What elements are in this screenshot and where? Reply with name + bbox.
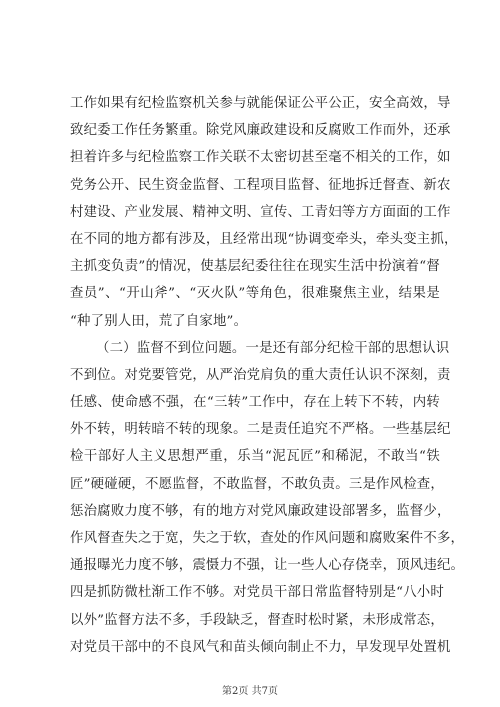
text-line: 惩治腐败力度不够，有的地方对党风廉政建设部署多，监督少， [70, 503, 451, 519]
text-line: 匠”硬碰硬，不愿监督，不敢监督，不敢负责。三是作风检查， [70, 476, 444, 492]
text-line: 村建设、产业发展、精神文明、宣传、工青妇等方方面面的工作 [70, 204, 451, 220]
text-line: 检干部好人主义思想严重，乐当“泥瓦匠”和稀泥，不敢当“铁 [70, 449, 440, 465]
text-line: 外不转，明转暗不转的现象。二是责任追究不严格。一些基层纪 [70, 422, 451, 438]
document-body [70, 90, 465, 661]
text-line: 致纪委工作任务繁重。除党风廉政建设和反腐败工作而外，还承 [70, 123, 451, 139]
text-line: 不到位。对党要管党，从严治党肩负的重大责任认识不深刻，责 [70, 367, 451, 383]
text-line: 在不同的地方都有涉及，且经常出现“协调变牵头，牵头变主抓， [70, 231, 458, 247]
page-number-footer: 第2页 共7页 [222, 686, 278, 697]
text-line: 工作如果有纪检监察机关参与就能保证公平公正，安全高效，导 [70, 96, 451, 111]
text-line: 查员”、“开山斧”、“灭火队”等角色，很难聚焦主业，结果是 [70, 286, 440, 302]
text-line: “种了别人田，荒了自家地”。 [70, 313, 248, 329]
text-line: 通报曝光力度不够，震慑力不强，让一些人心存侥幸，顶风违纪。 [70, 558, 465, 574]
text-line: 担着许多与纪检监察工作关联不太密切甚至毫不相关的工作，如 [70, 150, 451, 166]
text-line: 主抓变负责”的情况，使基层纪委往往在现实生活中扮演着“督 [70, 259, 440, 275]
text-line: 任感、使命感不强，在“三转”工作中，存在上转下不转，内转 [70, 395, 440, 411]
text-line: 党务公开、民生资金监督、工程项目监督、征地拆迁督查、新农 [70, 177, 451, 193]
text-line: 四是抓防微杜渐工作不够。对党员干部日常监督特别是“八小时 [70, 585, 444, 601]
paragraph-start-line: （二）监督不到位问题。一是还有部分纪检干部的思想认识 [96, 340, 450, 356]
text-line: 作风督查失之于宽，失之于软，查处的作风问题和腐败案件不多， [70, 531, 465, 546]
text-line: 对党员干部中的不良风气和苗头倾向制止不力，早发现早处置机 [70, 639, 451, 655]
text-line: 以外”监督方法不多，手段缺乏，督查时松时紧，未形成常态， [70, 612, 444, 628]
